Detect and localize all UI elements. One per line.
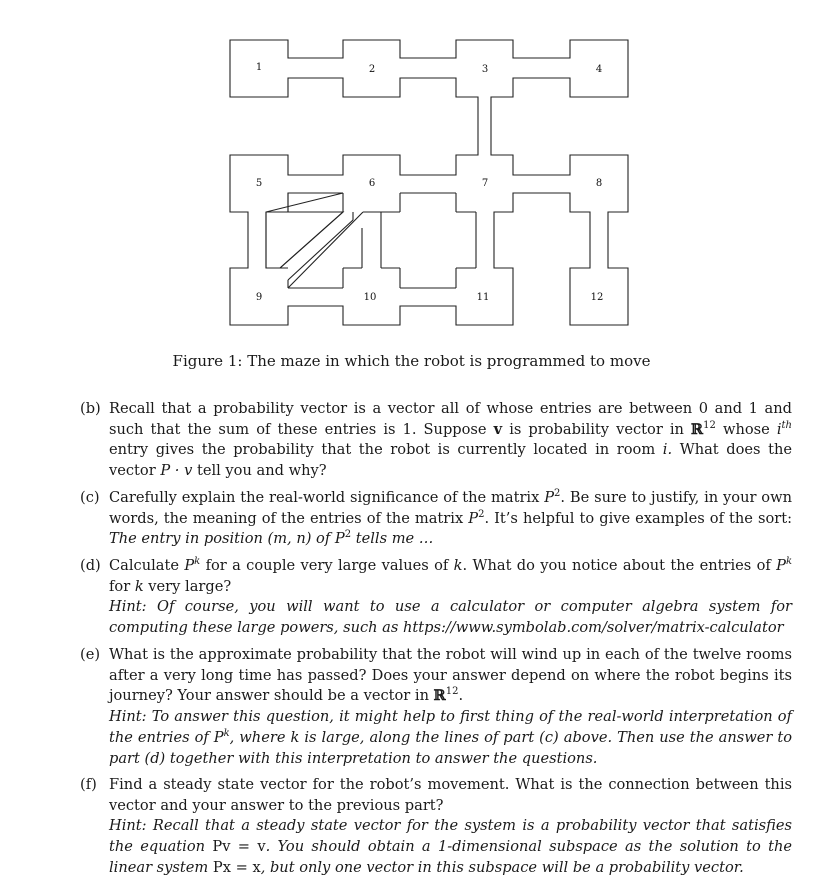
math-P: P — [544, 489, 555, 506]
math-equation: Px = x — [212, 858, 261, 876]
math-P: P — [184, 557, 195, 574]
room-label: 1 — [255, 62, 263, 73]
hint-part: , where — [229, 728, 286, 746]
room-label: 4 — [595, 64, 603, 75]
math-k: k — [134, 577, 144, 595]
question-label: (d) — [80, 557, 101, 574]
question-label: (e) — [80, 646, 101, 663]
hint-text — [109, 816, 792, 878]
text: Carefully explain the real-world significance of the matrix — [109, 489, 540, 506]
hint-part: , but only one vector in this subspace will be a probability vector. — [260, 858, 744, 876]
question-label: (b) — [80, 400, 101, 417]
math-k: k — [290, 728, 300, 746]
math-exp: 12 — [703, 419, 716, 431]
maze-figure — [0, 0, 823, 345]
math-exp: 2 — [478, 508, 485, 520]
math-exp: k — [223, 727, 230, 739]
math-v: v — [493, 420, 503, 438]
text: is probability vector in — [509, 420, 684, 438]
room-label: 9 — [255, 292, 263, 303]
math-Pv: P · v — [160, 462, 193, 480]
example-text: tells me … — [355, 530, 434, 548]
room-label: 12 — [590, 292, 604, 303]
hint-part: Hint: To answer this question, it might help to first thing of the real-world interpretation of the entries of — [109, 708, 792, 746]
math-exp: k — [786, 556, 793, 568]
room-label: 7 — [481, 178, 489, 189]
room-label: 6 — [368, 178, 376, 189]
question-label: (f) — [80, 776, 97, 793]
math-exp: 2 — [344, 529, 352, 541]
maze-top-row — [230, 40, 628, 325]
hint-part: Hint: Recall that a steady state vector for the system is a probability vector that satisfies the equation — [109, 817, 792, 856]
math-exp: th — [781, 419, 792, 431]
text: entry gives the probability that the robot is currently located in room — [109, 441, 656, 459]
question-label: (c) — [80, 489, 100, 506]
math-exp: 12 — [445, 686, 459, 698]
math-R: ℝ — [691, 420, 704, 438]
math-i: i. — [662, 441, 673, 459]
math-i: i — [776, 420, 782, 438]
room-label: 10 — [363, 292, 377, 303]
hint-text: Hint: Of course, you will want to use a calculator or computer algebra system for computing these large powers, such as https://www.symbolab.com/solver/matrix-calculator — [109, 598, 792, 637]
hint-text — [109, 707, 792, 769]
question-c — [80, 488, 792, 550]
text: . What do you notice about the entries of — [462, 557, 771, 574]
room-label: 8 — [595, 178, 603, 189]
room-label: 5 — [255, 178, 263, 189]
hint-part: is large, along the lines of part (c) above. Then use the answer to part (d) together with this interpretation to answer the questions. — [109, 728, 793, 767]
math-equation: Pv = v — [212, 838, 266, 856]
math-P: P — [334, 530, 345, 548]
text: for — [109, 577, 131, 595]
math-P: P — [468, 509, 479, 527]
math-R: ℝ — [433, 687, 446, 705]
question-d — [80, 556, 792, 639]
room-label: 11 — [476, 292, 490, 303]
math-P: P — [776, 557, 786, 574]
text: very large? — [148, 577, 232, 595]
math-P: P — [213, 728, 224, 746]
question-f — [80, 775, 792, 879]
text: Calculate — [109, 557, 179, 574]
text: for a couple very large values of — [205, 557, 449, 574]
question-b — [80, 399, 792, 482]
hint-part: . You should obtain a 1-dimensional subspace as the solution to the linear system — [109, 838, 793, 876]
math-exp: 2 — [554, 488, 561, 500]
room-label: 2 — [368, 64, 376, 75]
text: Find a steady state vector for the robot’s movement. What is the connection between this vector and your answer to the previous part? — [109, 776, 792, 814]
text: tell you and why? — [196, 462, 327, 480]
figure-caption: Figure 1: The maze in which the robot is programmed to move — [172, 352, 651, 370]
text: What is the approximate probability that the robot will wind up in each of the twelve rooms after a very long time has passed? Does your answer depend on where the robot begins its journey? Your answer should be a vector in — [109, 646, 792, 705]
text: . Be sure to justify, in your own words, the meaning of the entries of the matrix — [109, 489, 792, 527]
text: whose — [722, 420, 770, 438]
text: . It’s helpful to give examples of the sort: — [484, 509, 793, 527]
text: Recall that a probability vector is a vector all of whose entries are between 0 and 1 and such that the sum of these entries is 1. Suppose — [109, 400, 792, 438]
text: What does the vector — [109, 441, 793, 480]
question-e — [80, 645, 792, 769]
room-label: 3 — [481, 64, 489, 75]
text: . — [458, 687, 464, 705]
math-exp: k — [194, 556, 201, 568]
math-k: k — [453, 557, 463, 574]
example-text: The entry in position (m, n) of — [109, 530, 331, 548]
